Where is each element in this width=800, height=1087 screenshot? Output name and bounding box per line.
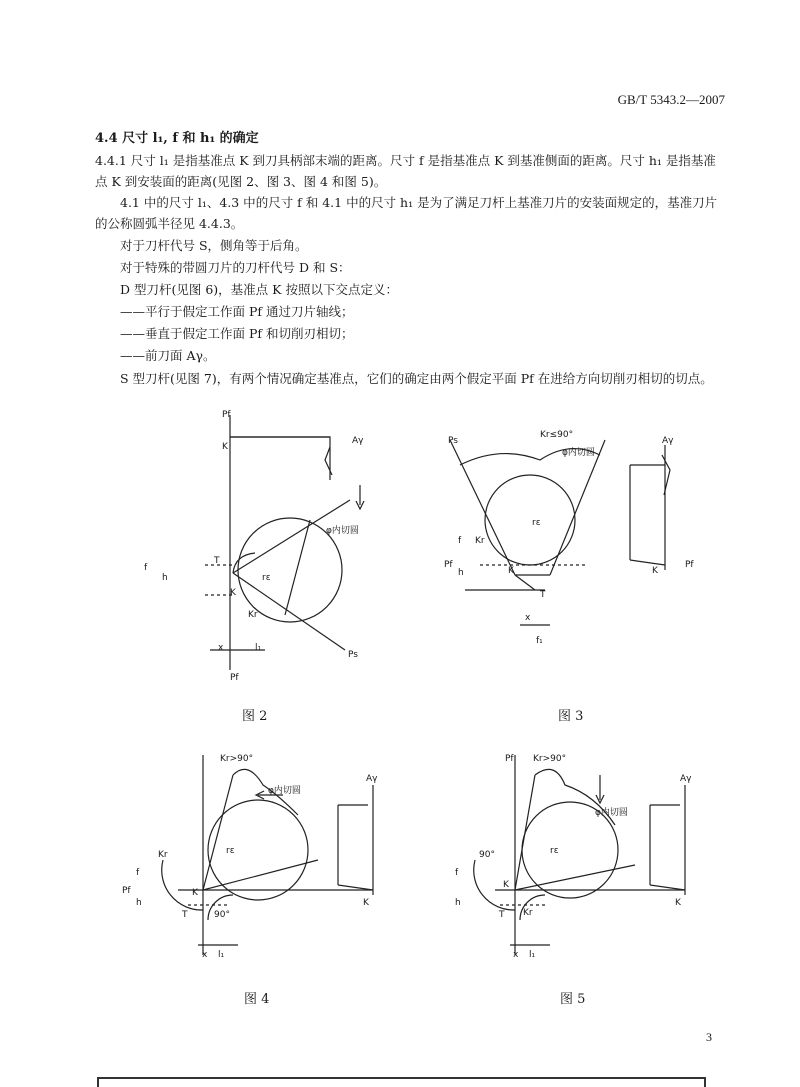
fig2-label-f: f — [144, 563, 148, 573]
paragraph-4-4-1: 4.4.1 尺寸 l₁ 是指基准点 K 到刀具柄部末端的距离。尺寸 f 是指基准点 K 到基准侧面的距离。尺寸 h₁ 是指基准点 K 到安装面的距离(见图 2、图 3、图 4 和图 5)。 — [95, 153, 716, 189]
fig3-label-f: f — [458, 536, 462, 546]
fig3-label-ps: Ps — [448, 436, 458, 446]
fig5-label-k2: K — [675, 898, 681, 908]
fig2-label-pf-bottom: Pf — [230, 673, 239, 683]
paragraph-reference: 4.1 中的尺寸 l₁、4.3 中的尺寸 f 和 4.1 中的尺寸 h₁ 是为了满足刀杆上基准刀片的安装面规定的，基准刀片的公称圆弧半径见 4.4.3。 — [95, 195, 718, 231]
fig2-label-a: Aγ — [352, 436, 364, 446]
fig3-label-pf2: Pf — [685, 560, 694, 570]
fig2-label-k: K — [222, 442, 228, 452]
fig5-label-h: h — [455, 898, 461, 908]
line-holder-d: D 型刀杆(见图 6)，基准点 K 按照以下交点定义： — [120, 282, 398, 297]
fig4-label-t: T — [182, 910, 188, 920]
fig3-label-phi: φ内切圆 — [562, 448, 595, 458]
fig5-label-a: Aγ — [680, 774, 692, 784]
fig5-label-l1: l₁ — [529, 950, 536, 960]
fig4-label-x: x — [202, 950, 208, 960]
fig2-label-t: T — [214, 556, 220, 566]
figure-5-caption: 图 5 — [560, 992, 586, 1007]
fig4-label-pf: Pf — [122, 886, 131, 896]
fig4-label-re: rε — [226, 846, 235, 856]
fig3-label-k2: K — [652, 566, 658, 576]
fig2-label-pf-top: Pf — [222, 410, 231, 420]
fig4-label-k2: K — [363, 898, 369, 908]
fig3-label-a: Aγ — [662, 436, 674, 446]
figure-5 — [455, 745, 705, 970]
fig5-label-pf: Pf — [505, 754, 514, 764]
fig3-label-kr: Kr — [475, 536, 485, 546]
fig2-label-h: h — [162, 573, 168, 583]
figure-2 — [130, 405, 390, 695]
page-number: 3 — [706, 1030, 712, 1044]
fig5-label-re: rε — [550, 846, 559, 856]
fig3-label-f1: f₁ — [536, 636, 543, 646]
fig4-label-kr-cond: Kr>90° — [220, 754, 254, 764]
fig3-label-pf: Pf — [444, 560, 453, 570]
fig2-label-kr: Kr — [248, 610, 258, 620]
fig2-label-k2: K — [230, 588, 236, 598]
fig4-label-h: h — [136, 898, 142, 908]
footer-frame — [97, 1077, 706, 1087]
figure-4 — [118, 745, 388, 970]
fig4-label-kr: Kr — [158, 850, 168, 860]
fig2-label-x: x — [218, 643, 224, 653]
fig3-label-k: K — [508, 566, 514, 576]
fig5-label-kr-cond: Kr>90° — [533, 754, 567, 764]
fig4-label-k: K — [192, 888, 198, 898]
fig2-label-ps: Ps — [348, 650, 358, 660]
fig5-label-phi: φ内切圆 — [595, 808, 628, 818]
section-heading: 4.4 尺寸 l₁, f 和 h₁ 的确定 — [95, 131, 259, 146]
fig5-label-kr: Kr — [523, 908, 533, 918]
figure-3 — [440, 425, 710, 665]
line-holder-s: 对于刀杆代号 S，侧角等于后角。 — [120, 238, 308, 253]
figure-4-caption: 图 4 — [244, 992, 270, 1007]
fig3-label-h: h — [458, 568, 464, 578]
fig5-label-x: x — [513, 950, 519, 960]
fig5-label-k: K — [503, 880, 509, 890]
fig4-label-phi: φ内切圆 — [268, 786, 301, 796]
fig2-label-l1: l₁ — [255, 643, 262, 653]
fig3-label-kr-cond: Kr≤90° — [540, 430, 574, 440]
fig5-label-t: T — [499, 910, 505, 920]
bullet-3: ——前刀面 Aγ。 — [120, 348, 216, 363]
fig3-label-re: rε — [532, 518, 541, 528]
bullet-2: ——垂直于假定工作面 Pf 和切削刃相切； — [120, 326, 354, 341]
fig5-label-deg: 90° — [479, 850, 495, 860]
fig5-label-f: f — [455, 868, 459, 878]
figure-3-caption: 图 3 — [558, 709, 584, 724]
fig2-label-re: rε — [262, 573, 271, 583]
paragraph-s-type: S 型刀杆(见图 7)，有两个情况确定基准点，它们的确定由两个假定平面 Pf 在进给方向切削刃相切的切点。 — [120, 371, 713, 386]
standard-code: GB/T 5343.2—2007 — [617, 92, 725, 107]
fig4-label-f: f — [136, 868, 140, 878]
fig2-label-phi: φ内切圆 — [326, 526, 359, 536]
fig4-label-deg: 90° — [214, 910, 230, 920]
line-holder-ds: 对于特殊的带圆刀片的刀杆代号 D 和 S： — [120, 260, 351, 275]
figure-2-caption: 图 2 — [242, 709, 268, 724]
fig3-label-t: T — [540, 590, 546, 600]
fig4-label-a: Aγ — [366, 774, 378, 784]
fig3-label-x: x — [525, 613, 531, 623]
bullet-1: ——平行于假定工作面 Pf 通过刀片轴线； — [120, 304, 354, 319]
fig4-label-l1: l₁ — [218, 950, 225, 960]
